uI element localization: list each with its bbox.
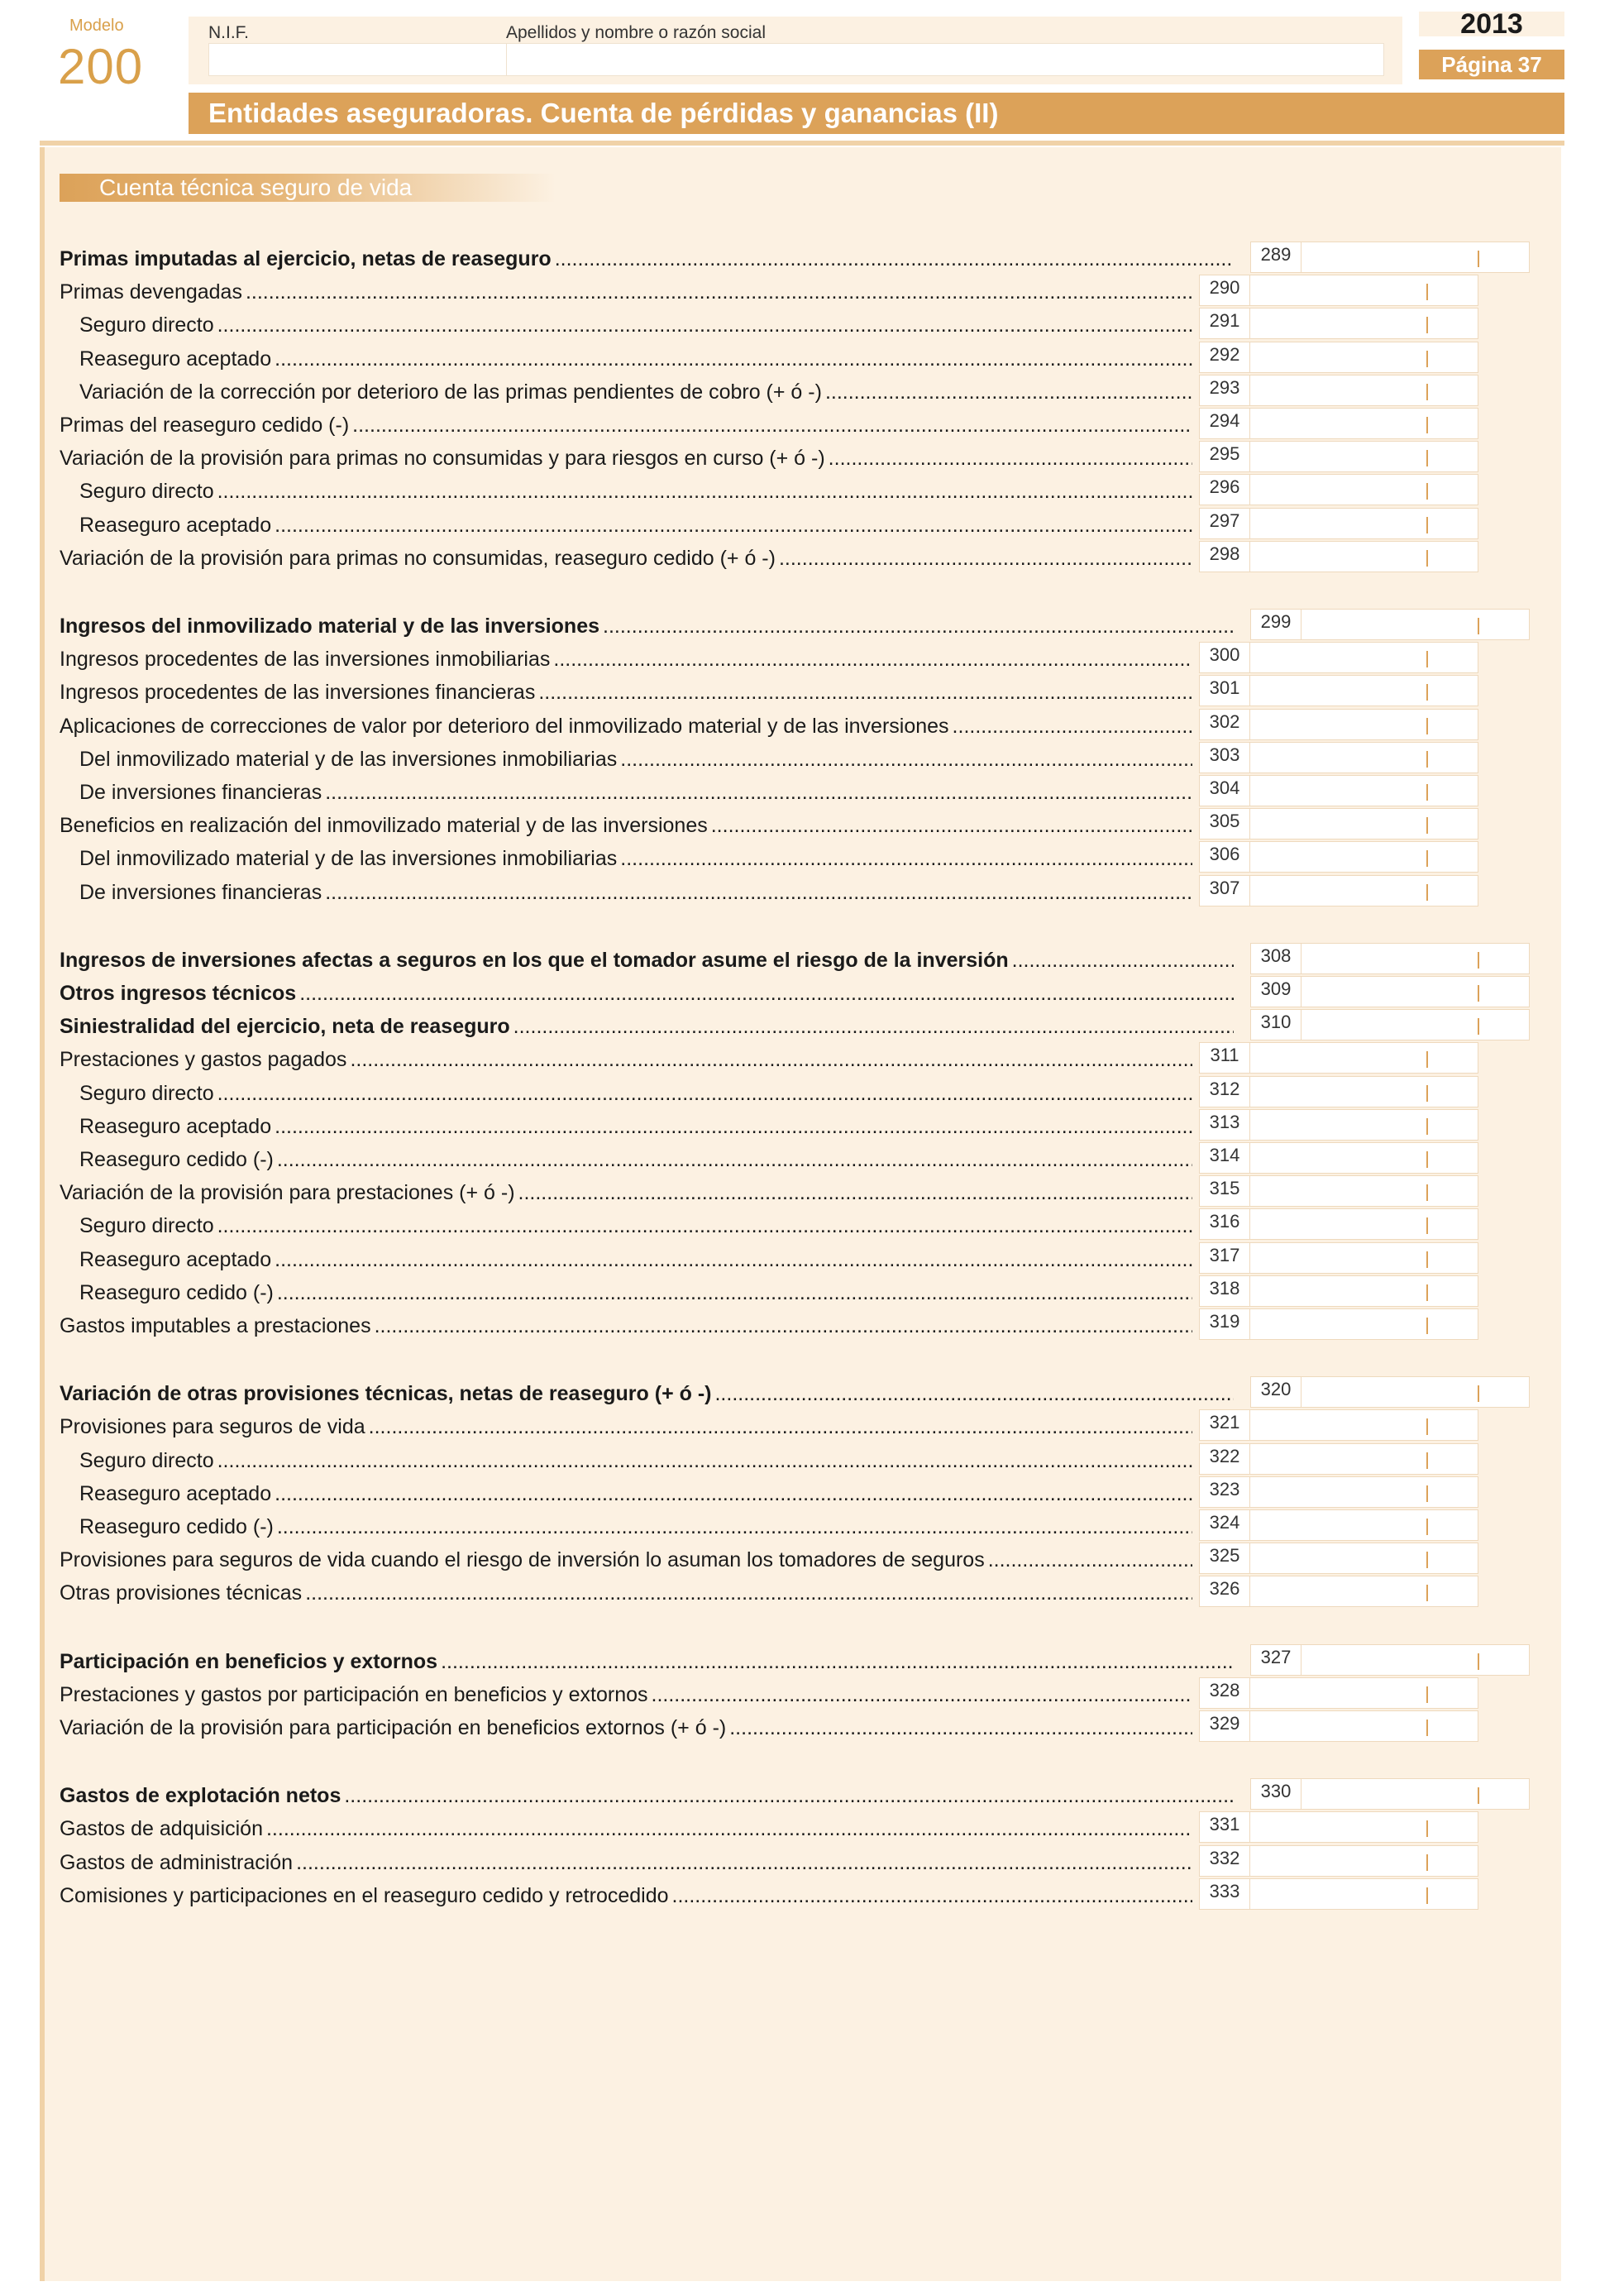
row-code: 304 [1199,775,1250,806]
leader-dots [729,1716,1192,1740]
row-label-text: Variación de la provisión para primas no consumidas, reaseguro cedido (+ ó -) [60,546,776,570]
leader-dots [513,1015,1234,1039]
row-label [60,1548,1192,1572]
row-label [60,1015,1234,1039]
row-amount-field[interactable] [1250,1275,1478,1307]
row-label [60,1048,1192,1072]
row-amount-field[interactable] [1250,675,1478,706]
row-label-text: Variación de la provisión para participación en beneficios extornos (+ ó -) [60,1716,727,1739]
row-label-text: Ingresos del inmovilizado material y de las inversiones [60,615,600,638]
row-label-text: Provisiones para seguros de vida [60,1415,365,1439]
form-row [60,1476,1548,1509]
row-label-text: Seguro directo [79,1448,214,1472]
nif-field[interactable] [208,43,511,76]
row-label [60,447,1192,471]
row-amount-field[interactable] [1250,1109,1478,1141]
leader-dots [441,1650,1234,1674]
row-code: 323 [1199,1476,1250,1508]
row-label-text: Primas imputadas al ejercicio, netas de reaseguro [60,247,552,270]
form-row [60,976,1548,1009]
form-row [60,275,1548,308]
row-label-text: Reaseguro aceptado [79,1114,272,1138]
row-label [79,380,1192,404]
modelo-number: 200 [58,39,144,94]
form-row [60,742,1548,775]
row-label [60,1382,1234,1406]
row-label [79,847,1192,871]
row-label [60,1784,1234,1808]
row-code: 303 [1199,742,1250,773]
row-label [79,347,1192,371]
row-amount-field[interactable] [1250,1242,1478,1274]
form-row [60,441,1548,474]
leader-dots [277,1148,1192,1172]
leader-dots [266,1817,1192,1841]
row-amount-field[interactable] [1250,841,1478,873]
row-code: 305 [1199,808,1250,839]
row-amount-field[interactable] [1250,375,1478,406]
row-code: 293 [1199,375,1250,406]
row-amount-field[interactable] [1250,1076,1478,1107]
leader-dots [277,1281,1192,1305]
row-amount-field[interactable] [1250,775,1478,806]
leader-dots [325,881,1192,905]
row-label [60,1683,1192,1707]
row-label-text: Primas del reaseguro cedido (-) [60,414,350,437]
row-code: 296 [1199,474,1250,505]
leader-dots [217,1214,1192,1238]
row-amount-field[interactable] [1250,1677,1478,1709]
row-label-text: Otras provisiones técnicas [60,1581,303,1605]
form-row [60,1076,1548,1109]
row-code: 330 [1250,1778,1301,1810]
leader-dots [217,1082,1192,1106]
row-label [79,1515,1192,1539]
row-amount-field[interactable] [1250,875,1478,906]
row-amount-field[interactable] [1250,742,1478,773]
form-row [60,1175,1548,1208]
row-code: 301 [1199,675,1250,706]
form-row [60,675,1548,708]
row-amount-field[interactable] [1250,1543,1478,1574]
row-label-text: Beneficios en realización del inmovilizado material y de las inversiones [60,814,708,838]
row-label [79,480,1192,504]
leader-dots [305,1581,1192,1605]
row-label-text: Seguro directo [79,313,214,337]
row-amount-field[interactable] [1250,1175,1478,1207]
leader-dots [217,313,1192,337]
row-label-text: Aplicaciones de correcciones de valor por deterioro del inmovilizado material y de las inversiones [60,714,949,738]
leader-dots [217,480,1192,504]
leader-dots [620,748,1192,772]
name-field[interactable] [506,43,1384,76]
row-label-text: Gastos de administración [60,1850,294,1874]
form-row [60,375,1548,408]
form-row [60,1576,1548,1609]
row-label-text: Reaseguro cedido (-) [79,1515,274,1538]
row-label [79,781,1192,805]
taxpayer-header [189,17,1402,84]
row-label [79,1449,1192,1473]
row-code: 308 [1250,943,1301,974]
leader-dots [275,1115,1192,1139]
row-label [60,547,1192,571]
row-code: 300 [1199,642,1250,673]
form-row [60,1042,1548,1075]
row-label [60,648,1192,672]
row-amount-field[interactable] [1250,1409,1478,1441]
modelo-label: Modelo [69,17,124,35]
year: 2013 [1419,12,1564,36]
row-label [60,247,1234,271]
row-label-text: Variación de la provisión para prestaciones (+ ó -) [60,1181,515,1205]
form-row [60,1275,1548,1308]
row-label [60,715,1192,739]
form-row [60,841,1548,874]
leader-dots [518,1181,1192,1205]
row-code: 317 [1199,1242,1250,1274]
row-code: 321 [1199,1409,1250,1441]
row-code: 332 [1199,1845,1250,1877]
row-label [79,1082,1192,1106]
leader-dots [620,847,1192,871]
row-code: 326 [1199,1576,1250,1607]
leader-dots [369,1415,1192,1439]
form-row [60,609,1548,642]
row-amount-field[interactable] [1250,441,1478,472]
row-label-text: Seguro directo [79,1081,214,1105]
row-label [60,280,1192,304]
row-label [60,814,1192,838]
form-row [60,1308,1548,1342]
row-label-text: Del inmovilizado material y de las inversiones inmobiliarias [79,747,618,771]
row-label-text: Gastos imputables a prestaciones [60,1314,371,1337]
leader-dots [714,1382,1234,1406]
row-label [79,313,1192,337]
form-row [60,1543,1548,1576]
row-code: 315 [1199,1175,1250,1207]
row-label-text: Reaseguro aceptado [79,1481,272,1505]
row-label-text: Siniestralidad del ejercicio, neta de reaseguro [60,1015,510,1039]
row-code: 318 [1199,1275,1250,1307]
row-code: 320 [1250,1376,1301,1408]
row-label-text: Reaseguro cedido (-) [79,1148,274,1171]
leader-dots [555,247,1234,271]
row-code: 309 [1250,976,1301,1007]
form-row [60,642,1548,675]
form-row [60,1710,1548,1744]
row-code: 290 [1199,275,1250,306]
row-code: 329 [1199,1710,1250,1742]
row-code: 328 [1199,1677,1250,1709]
form-row [60,308,1548,341]
row-label-text: Reaseguro aceptado [79,1247,272,1271]
leader-dots [296,1851,1192,1875]
row-amount-field[interactable] [1250,408,1478,439]
row-amount-field[interactable] [1250,474,1478,505]
row-amount-field[interactable] [1250,709,1478,740]
row-label-text: Gastos de explotación netos [60,1784,341,1808]
form-row [60,408,1548,441]
form-row [60,1242,1548,1275]
row-code: 331 [1199,1811,1250,1843]
row-label [79,1115,1192,1139]
title-rule [40,141,1564,146]
row-label-text: De inversiones financieras [79,781,322,804]
row-amount-field[interactable] [1301,976,1530,1007]
form-row [60,1778,1548,1811]
form-row [60,342,1548,375]
row-label-text: Ingresos procedentes de las inversiones financieras [60,681,536,705]
row-label [60,615,1234,639]
row-label-text: Variación de otras provisiones técnicas, netas de reaseguro (+ ó -) [60,1382,712,1406]
row-amount-field[interactable] [1250,1576,1478,1607]
row-amount-field[interactable] [1250,1710,1478,1742]
row-label-text: Gastos de adquisición [60,1817,263,1841]
form-row [60,1142,1548,1175]
row-label-text: Primas devengadas [60,280,242,304]
leader-dots [825,380,1192,404]
row-amount-field[interactable] [1250,342,1478,373]
row-amount-field[interactable] [1250,1509,1478,1541]
leader-dots [1012,949,1234,973]
leader-dots [344,1784,1234,1808]
row-label [79,1482,1192,1506]
row-amount-field[interactable] [1250,308,1478,339]
form-row [60,943,1548,976]
row-label [79,1248,1192,1272]
row-amount-field[interactable] [1301,1376,1530,1408]
row-amount-field[interactable] [1301,1778,1530,1810]
row-amount-field[interactable] [1250,1845,1478,1877]
leader-dots [652,1683,1193,1707]
row-label-text: Otros ingresos técnicos [60,982,297,1005]
leader-dots [711,814,1192,838]
row-code: 325 [1199,1543,1250,1574]
row-label [60,1817,1192,1841]
row-label-text: Del inmovilizado material y de las inversiones inmobiliarias [79,847,618,871]
name-label: Apellidos y nombre o razón social [506,23,766,42]
row-code: 299 [1250,609,1301,640]
form-row [60,508,1548,541]
row-code: 327 [1250,1644,1301,1676]
leader-dots [553,648,1192,672]
row-label [79,1214,1192,1238]
row-label-text: De inversiones financieras [79,880,322,904]
row-amount-field[interactable] [1250,1476,1478,1508]
row-code: 291 [1199,308,1250,339]
row-code: 292 [1199,342,1250,373]
row-amount-field[interactable] [1250,541,1478,572]
row-label [60,1884,1192,1908]
leader-dots [275,1482,1192,1506]
leader-dots [829,447,1192,471]
leader-dots [953,715,1192,739]
row-code: 298 [1199,541,1250,572]
leader-dots [299,982,1234,1006]
row-label [60,1851,1192,1875]
leader-dots [779,547,1192,571]
row-label-text: Reaseguro cedido (-) [79,1280,274,1304]
row-label [60,982,1234,1006]
row-code: 319 [1199,1308,1250,1340]
row-label [60,1181,1192,1205]
row-amount-field[interactable] [1250,1142,1478,1174]
row-code: 312 [1199,1076,1250,1107]
row-label [79,1281,1192,1305]
row-amount-field[interactable] [1250,1208,1478,1240]
leader-dots [217,1449,1192,1473]
leader-dots [350,1048,1192,1072]
form-row [60,875,1548,908]
form-row [60,242,1548,275]
row-code: 322 [1199,1443,1250,1475]
row-code: 311 [1199,1042,1250,1074]
form-row [60,1845,1548,1878]
leader-dots [603,615,1234,639]
form-row [60,1878,1548,1911]
row-label-text: Prestaciones y gastos pagados [60,1048,347,1072]
row-label-text: Variación de la provisión para primas no consumidas y para riesgos en curso (+ ó -) [60,447,825,471]
form-row [60,1644,1548,1677]
row-label [60,949,1234,973]
row-label [60,414,1192,438]
row-amount-field[interactable] [1250,508,1478,539]
form-row [60,1811,1548,1844]
row-amount-field[interactable] [1250,642,1478,673]
row-amount-field[interactable] [1250,1308,1478,1340]
leader-dots [375,1314,1192,1338]
leader-dots [988,1548,1192,1572]
nif-label: N.I.F. [208,23,250,42]
page-number: Página 37 [1419,50,1564,79]
form-row [60,1409,1548,1442]
row-code: 313 [1199,1109,1250,1141]
row-code: 295 [1199,441,1250,472]
form-row [60,709,1548,742]
row-label [60,1415,1192,1439]
row-label-text: Reaseguro aceptado [79,347,272,371]
page-title: Entidades aseguradoras. Cuenta de pérdidas y ganancias (II) [189,93,1564,134]
leader-dots [538,681,1192,705]
row-label-text: Ingresos de inversiones afectas a seguros en los que el tomador asume el riesgo de la inversión [60,948,1009,972]
row-label-text: Seguro directo [79,480,214,504]
row-amount-field[interactable] [1250,275,1478,306]
leader-dots [275,514,1192,538]
row-code: 302 [1199,709,1250,740]
row-code: 316 [1199,1208,1250,1240]
row-label-text: Ingresos procedentes de las inversiones inmobiliarias [60,648,551,672]
row-amount-field[interactable] [1250,808,1478,839]
section-title: Cuenta técnica seguro de vida [60,174,556,202]
form-row [60,1443,1548,1476]
row-amount-field[interactable] [1301,943,1530,974]
row-label [79,1148,1192,1172]
form-row [60,474,1548,507]
leader-dots [672,1884,1192,1908]
row-amount-field[interactable] [1250,1443,1478,1475]
row-code: 314 [1199,1142,1250,1174]
row-label-text: Participación en beneficios y extornos [60,1649,438,1673]
leader-dots [325,781,1192,805]
form-row [60,808,1548,841]
row-label [79,748,1192,772]
row-code: 307 [1199,875,1250,906]
row-label [60,1314,1192,1338]
row-code: 294 [1199,408,1250,439]
row-label-text: Prestaciones y gastos por participación en beneficios y extornos [60,1682,648,1706]
row-label [79,881,1192,905]
form-row [60,1009,1548,1042]
row-amount-field[interactable] [1301,609,1530,640]
form-row [60,1509,1548,1543]
leader-dots [275,1248,1192,1272]
row-code: 333 [1199,1878,1250,1910]
form-row [60,775,1548,808]
row-label-text: Variación de la corrección por deterioro de las primas pendientes de cobro (+ ó -) [79,380,822,404]
row-amount-field[interactable] [1301,1644,1530,1676]
row-label [60,1581,1192,1605]
row-code: 306 [1199,841,1250,873]
row-label [79,514,1192,538]
row-amount-field[interactable] [1250,1811,1478,1843]
row-label [60,1650,1234,1674]
row-label-text: Comisiones y participaciones en el reaseguro cedido y retrocedido [60,1883,669,1907]
leader-dots [352,414,1192,438]
leader-dots [275,347,1192,371]
row-amount-field[interactable] [1250,1878,1478,1910]
row-label [60,681,1192,705]
row-code: 297 [1199,508,1250,539]
row-code: 310 [1250,1009,1301,1040]
row-amount-field[interactable] [1250,1042,1478,1074]
row-label-text: Seguro directo [79,1214,214,1238]
form-row [60,1376,1548,1409]
leader-dots [277,1515,1192,1539]
row-amount-field[interactable] [1301,242,1530,273]
leader-dots [246,280,1192,304]
row-code: 289 [1250,242,1301,273]
form-row [60,1109,1548,1142]
form-row [60,1677,1548,1710]
row-label [60,1716,1192,1740]
row-amount-field[interactable] [1301,1009,1530,1040]
form-row [60,1208,1548,1241]
row-code: 324 [1199,1509,1250,1541]
row-label-text: Reaseguro aceptado [79,513,272,537]
row-label-text: Provisiones para seguros de vida cuando el riesgo de inversión lo asuman los tomadores de seguros [60,1548,985,1572]
form-row [60,541,1548,574]
